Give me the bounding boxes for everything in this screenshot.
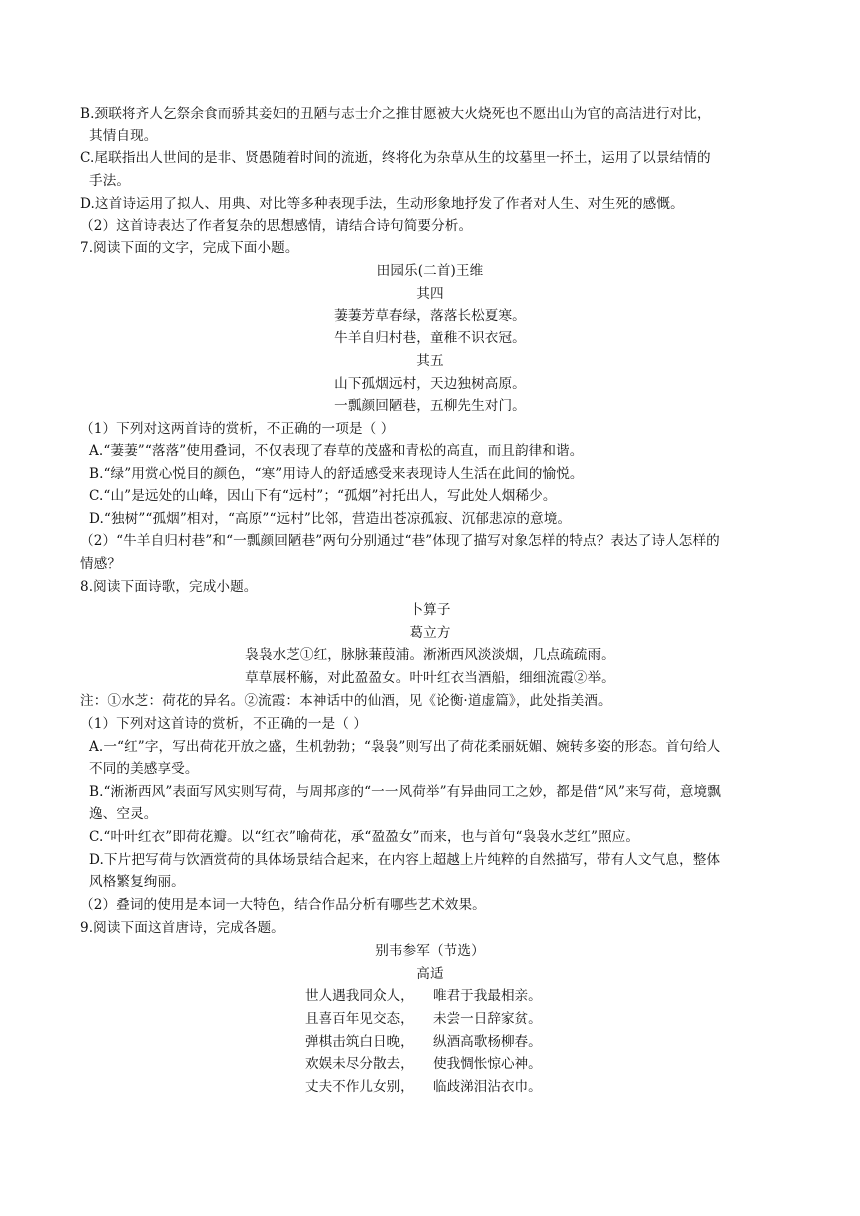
q6-sub2: （2）这首诗表达了作者复杂的思想感情，请结合诗句简要分析。 (80, 218, 473, 234)
q9-poem-second-half: 使我惆怅惊心神。 (433, 1056, 542, 1072)
q7-sub1: （1）下列对这两首诗的赏析，不正确的一项是（ ） (80, 421, 395, 437)
q9-poem-second-half: 唯君于我最相亲。 (433, 988, 542, 1004)
q9-poem-second-half: 未尝一日辞家贫。 (433, 1011, 542, 1027)
q8-poem-author: 葛立方 (409, 625, 451, 641)
q9-poem-first-half: 且喜百年见交态， (305, 1011, 414, 1027)
q8-option-c: C.“叶叶红衣”即荷花瓣。以“红衣”喻荷花，承“盈盈女”而来，也与首句“袅袅水芝红”照应。 (89, 829, 640, 845)
q7-poem5-line2: 一瓢颜回陋巷，五柳先生对门。 (334, 398, 526, 414)
q9-poem-first-half: 丈夫不作儿女别， (305, 1079, 414, 1095)
q6-option-c-line2: 手法。 (89, 173, 131, 189)
q8-option-d-line2: 风格繁复绚丽。 (89, 874, 185, 890)
q6-option-b-line1: B.颈联将齐人乞祭余食而骄其妾妇的丑陋与志士介之推甘愿被大火烧死也不愿出山为官的高洁进行对比， (80, 106, 711, 122)
q6-option-c-line1: C.尾联指出人世间的是非、贤愚随着时间的流逝，终将化为杂草从生的坟墓里一抔土，运用了以景结情的 (80, 150, 711, 166)
q9-poem-first-half: 世人遇我同众人， (305, 988, 414, 1004)
q8-option-a-line1: A.一“红”字，写出荷花开放之盛，生机勃勃；“袅袅”则写出了荷花柔丽妩媚、婉转多姿的形态。首句给人 (89, 739, 721, 755)
q8-sub1: （1）下列对这首诗的赏析，不正确的一是（ ） (80, 716, 368, 732)
q7-poem5-line1: 山下孤烟远村，天边独树高原。 (334, 376, 526, 392)
q7-poem4-line2: 牛羊自归村巷，童稚不识衣冠。 (334, 330, 526, 346)
q9-poem-first-half: 弹棋击筑白日晚， (305, 1034, 414, 1050)
q8-poem-line2: 草草展杯觞，对此盈盈女。叶叶红衣当酒船，细细流霞②举。 (245, 670, 615, 686)
q9-poem-title: 别韦参军（节选） (375, 943, 485, 959)
q7-poem-title: 田园乐(二首)王维 (376, 263, 484, 279)
q8-option-b-line1: B.“淅淅西风”表面写风实则写荷，与周邦彦的“一一风荷举”有异曲同工之妙，都是借“风”来写荷，意境飘 (89, 784, 721, 800)
q9-poem-first-half: 欢娱未尽分散去， (305, 1056, 414, 1072)
q8-poem-line1: 袅袅水芝①红，脉脉蒹葭浦。淅淅西风淡淡烟，几点疏疏雨。 (245, 647, 615, 663)
q7-option-b: B.“绿”用赏心悦目的颜色，“寒”用诗人的舒适感受来表现诗人生活在此间的愉悦。 (89, 466, 584, 482)
q9-poem-author: 高适 (416, 966, 444, 982)
q8-option-b-line2: 逸、空灵。 (89, 806, 158, 822)
q9-poem-second-half: 纵酒高歌杨柳春。 (433, 1034, 542, 1050)
q8-option-d-line1: D.下片把写荷与饮酒赏荷的具体场景结合起来，在内容上超越上片纯粹的自然描写，带有人文气息，整体 (89, 852, 721, 868)
q7-option-d: D.“独树”“孤烟”相对，“高原”“远村”比邻，营造出苍凉孤寂、沉郁悲凉的意境。 (89, 511, 572, 527)
q7-sub2-line1: （2）“牛羊自归村巷”和“一瓢颜回陋巷”两句分别通过“巷”体现了描写对象怎样的特点？表达了诗人怎样的 (80, 533, 720, 549)
q8-intro: 8.阅读下面诗歌，完成小题。 (80, 579, 258, 595)
q8-sub2: （2）叠词的使用是本词一大特色，结合作品分析有哪些艺术效果。 (80, 897, 486, 913)
q8-note: 注：①水芝：荷花的异名。②流霞：本神话中的仙酒，见《论衡·道虚篇》，此处指美酒。 (80, 693, 612, 709)
q9-intro: 9.阅读下面这首唐诗，完成各题。 (80, 920, 285, 936)
q7-sub2-line2: 情感？ (80, 556, 122, 572)
q8-option-a-line2: 不同的美感享受。 (89, 761, 199, 777)
q7-option-c: C.“山”是远处的山峰，因山下有“远村”；“孤烟”衬托出人，写此处人烟稀少。 (89, 488, 557, 504)
q9-poem-second-half: 临歧涕泪沾衣巾。 (433, 1079, 542, 1095)
q6-option-d: D.这首诗运用了拟人、用典、对比等多种表现手法，生动形象地抒发了作者对人生、对生死的感慨。 (80, 196, 684, 212)
q7-intro: 7.阅读下面的文字，完成下面小题。 (80, 240, 299, 256)
q7-poem4-line1: 萋萋芳草春绿，落落长松夏寒。 (334, 308, 526, 324)
q7-option-a: A.“萋萋”“落落”使用叠词，不仅表现了春草的茂盛和青松的高直，而且韵律和谐。 (89, 443, 584, 459)
q7-poem4-heading: 其四 (416, 286, 444, 302)
q7-poem5-heading: 其五 (416, 353, 444, 369)
q6-option-b-line2: 其情自现。 (89, 128, 158, 144)
q8-poem-title: 卜算子 (409, 602, 451, 618)
